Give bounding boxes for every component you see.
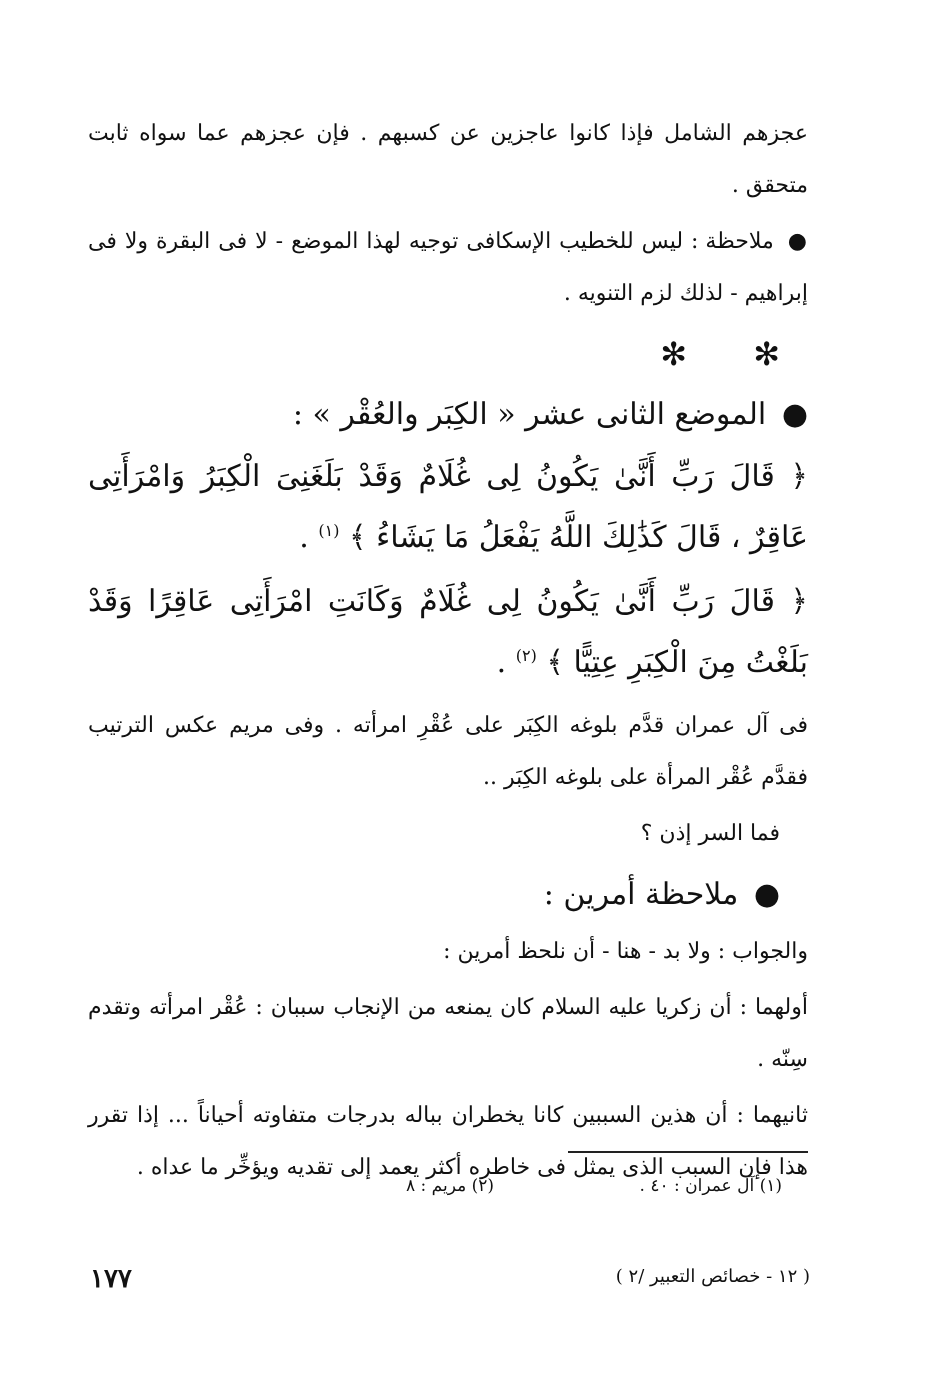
paragraph-continuation: عجزهم الشامل فإذا كانوا عاجزين عن كسبهم . فإن عجزهم عما سواه ثابت متحقق .	[88, 121, 808, 198]
footnote-marker: (١)	[318, 521, 340, 540]
paragraph-remark	[88, 216, 808, 320]
verse-text: ﴿ قَالَ رَبِّ أَنَّىٰ يَكُونُ لِى غُلَامٌ وَقَدْ بَلَغَنِىَ الْكِبَرُ وَامْرَأَتِى عَاقِرٌ ، قَالَ كَذَٰلِكَ اللَّهُ يَفْعَلُ مَا يَشَاءُ ﴾	[88, 459, 808, 555]
asterisk-icon: ✻	[753, 335, 780, 373]
verse-text: ﴿ قَالَ رَبِّ أَنَّىٰ يَكُونُ لِى غُلَامٌ وَكَانَتِ امْرَأَتِى عَاقِرًا وَقَدْ بَلَغْتُ مِنَ الْكِبَرِ عِتِيًّا ﴾	[88, 584, 808, 680]
subheading-note-text: ملاحظة أمرين :	[543, 877, 739, 912]
footnote-divider	[568, 1151, 808, 1153]
bullet-icon: ●	[781, 397, 808, 432]
subheading-note	[88, 864, 808, 926]
footnote-1: (١) آل عمران : ٤٠ .	[639, 1176, 782, 1196]
paragraph-comparison: فى آل عمران قدَّم بلوغه الكِبَر على عُقْرِ امرأته . وفى مريم عكس الترتيب فقدَّم عُقْر المرأة على بلوغه الكِبَر ..	[88, 713, 808, 790]
page-number: ١٧٧	[90, 1264, 132, 1294]
paragraph-answer: والجواب : ولا بد - هنا - أن نلحظ أمرين :	[443, 939, 808, 964]
section-heading-text: الموضع الثانى عشر « الكِبَر والعُقْر » :	[292, 397, 767, 432]
bullet-icon: ●	[787, 229, 808, 254]
quran-verse-1	[88, 450, 808, 565]
section-separator	[88, 324, 808, 384]
paragraph-first-point: أولهما : أن زكريا عليه السلام كان يمنعه من الإنجاب سببان : عُقْر امرأته وتقدم سِنّه .	[88, 995, 808, 1072]
paragraph-question: فما السر إذن ؟	[640, 821, 780, 846]
bullet-icon: ●	[753, 877, 780, 912]
footnote-2: (٢) مريم : ٨	[405, 1176, 494, 1196]
paragraph-second-point: ثانيهما : أن هذين السببين كانا يخطران بباله بدرجات متفاوته أحياناً ... إذا تقرر هذا فإن السبب الذى يمثل فى خاطره أكثر يعمد إلى تقديه ويؤخِّر ما عداه .	[88, 1103, 808, 1180]
quran-verse-2	[88, 575, 808, 690]
remark-text: ملاحظة : ليس للخطيب الإسكافى توجيه لهذا الموضع - لا فى البقرة ولا فى إبراهيم - لذلك لزم التنويه .	[88, 229, 808, 306]
section-heading	[88, 384, 808, 446]
asterisk-icon: ✻	[660, 335, 688, 373]
verse-terminator: .	[496, 645, 507, 680]
page-body	[88, 108, 808, 1198]
footnote-marker: (٢)	[515, 646, 537, 665]
signature-mark: ( ١٢ - خصائص التعبير /٢ )	[615, 1266, 810, 1287]
verse-terminator: .	[299, 520, 309, 555]
